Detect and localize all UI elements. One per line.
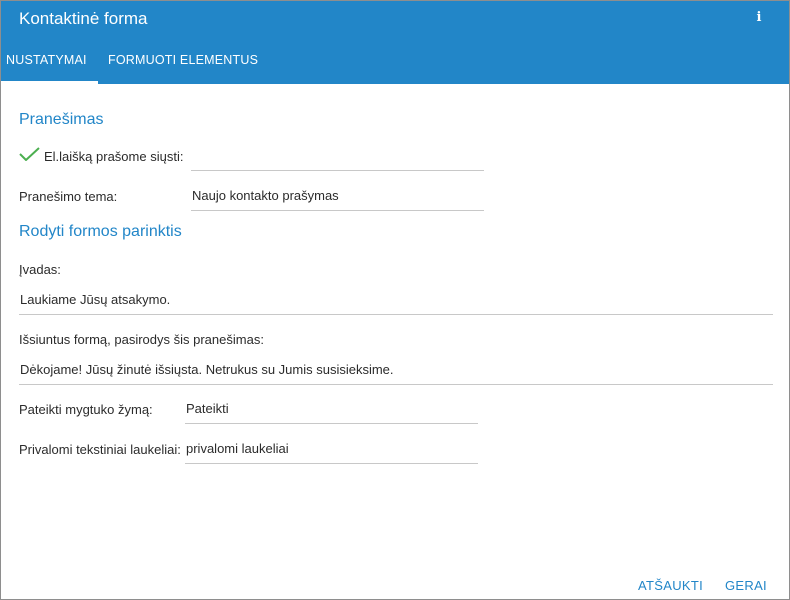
info-icon[interactable]: i	[756, 10, 762, 25]
tab-form-elements[interactable]	[108, 53, 268, 84]
tab-settings-label: NUSTATYMAI	[6, 53, 87, 67]
subject-field[interactable]: Naujo kontakto prašymas	[191, 188, 484, 211]
submit-button-label-field[interactable]: Pateikti	[185, 401, 478, 424]
required-fields-field[interactable]: privalomi laukeliai	[185, 441, 478, 464]
check-icon	[19, 147, 40, 161]
required-fields-label: Privalomi tekstiniai laukeliai:	[19, 442, 181, 457]
after-submit-field[interactable]: Dėkojame! Jūsų žinutė išsiųsta. Netrukus su Jumis susisieksime.	[19, 362, 773, 385]
intro-label: Įvadas:	[19, 262, 61, 277]
tab-form-elements-label: FORMUOTI ELEMENTUS	[108, 53, 259, 67]
message-section-title: Pranešimas	[19, 111, 104, 128]
email-label: El.laišką prašome siųsti:	[44, 149, 184, 164]
intro-field[interactable]: Laukiame Jūsų atsakymo.	[19, 292, 773, 315]
tab-settings[interactable]	[1, 53, 98, 84]
dialog-title: Kontaktinė forma	[19, 9, 148, 28]
ok-button[interactable]: GERAI	[725, 578, 767, 593]
submit-button-label-label: Pateikti mygtuko žymą:	[19, 402, 153, 417]
form-options-section-title: Rodyti formos parinktis	[19, 223, 182, 240]
after-submit-label: Išsiuntus formą, pasirodys šis pranešimas:	[19, 332, 264, 347]
dialog-header	[1, 1, 789, 84]
cancel-button[interactable]: ATŠAUKTI	[638, 578, 704, 593]
email-field[interactable]	[191, 149, 484, 171]
subject-label: Pranešimo tema:	[19, 189, 118, 204]
